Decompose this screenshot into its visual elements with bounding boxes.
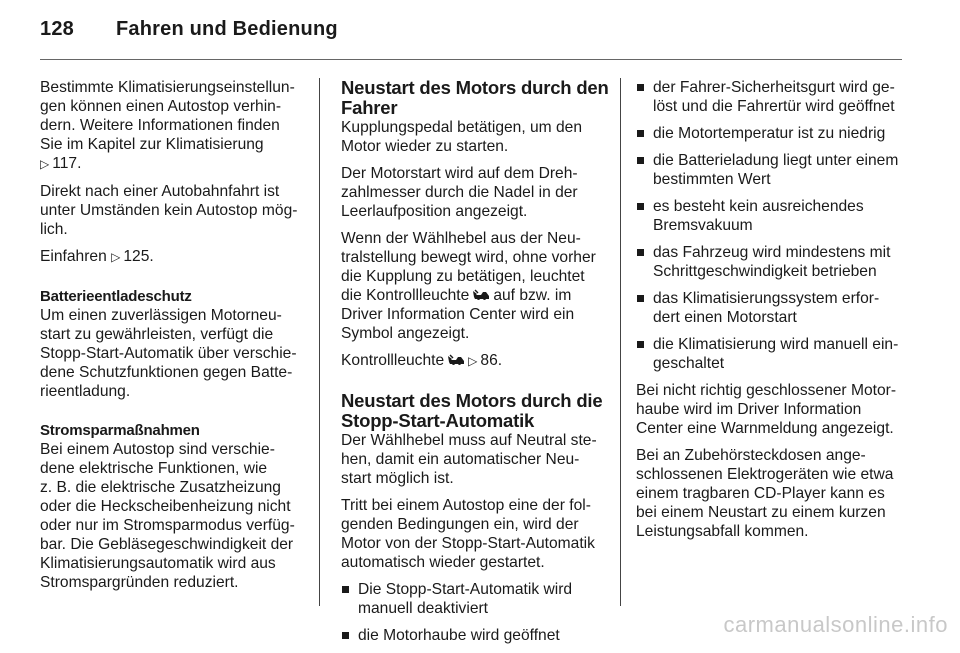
bullet-square-icon xyxy=(637,157,644,164)
autostop-car-icon xyxy=(447,353,465,367)
paragraph-selector-lever: Wenn der Wählhebel aus der Neu- tralstellung bewegt wird, ohne vorher die Kupplung zu betätigen, leuchtet die Kontrollleuchte auf bzw. im Driver Information Center wird ein Symbol angezeigt. xyxy=(341,230,596,342)
bullet-square-icon xyxy=(342,632,349,639)
page-reference-link[interactable]: 117. xyxy=(52,155,82,172)
paragraph-highway: Direkt nach einer Autobahnfahrt ist unter Umständen kein Autostop mög- lich. xyxy=(40,183,298,238)
list-item: es besteht kein ausreichendes Bremsvakuum xyxy=(636,197,904,235)
list-item: das Fahrzeug wird mindestens mit Schrittgeschwindigkeit betrieben xyxy=(636,243,904,281)
section-battery: Batterieentladeschutz Um einen zuverlässigen Motorneu- start zu gewährleisten, verfügt die Stopp-Start-Automatik über verschie- dene Schutzfunktionen gegen Batte- rieentladung. xyxy=(40,287,304,401)
heading-restart-by-driver: Neustart des Motors durch den Fahrer xyxy=(341,77,609,118)
autostop-car-icon xyxy=(472,288,490,302)
bullet-square-icon xyxy=(637,341,644,348)
list-item: der Fahrer-Sicherheitsgurt wird ge- löst und die Fahrertür wird geöffnet xyxy=(636,78,904,116)
list-item: das Klimatisierungssystem erfor- dert einen Motorstart xyxy=(636,289,904,327)
paragraph-clutch: Kupplungspedal betätigen, um den Motor wieder zu starten. xyxy=(341,119,583,155)
list-item: die Motorhaube wird geöffnet xyxy=(341,626,605,645)
section-energy-saving: Stromsparmaßnahmen Bei einem Autostop sind verschie- dene elektrische Funktionen, wie z. B. die elektrische Zusatzheizung oder die Heckscheibenheizung nicht oder nur im Stromsparmodus verfüg- bar. Die Gebläsegeschwindigkeit der Klimatisierungsautomatik wird aus Stromspargründen reduziert. xyxy=(40,421,304,592)
paragraph-conditions: Tritt bei einem Autostop eine der fol- genden Bedingungen ein, wird der Motor von der Stopp-Start-Automatik automatisch wieder gestartet. xyxy=(341,497,595,571)
bullet-square-icon xyxy=(637,295,644,302)
paragraph-indicator-ref: Kontrollleuchte ▷ 86. xyxy=(341,352,503,369)
paragraph-tachometer: Der Motorstart wird auf dem Dreh- zahlmesser durch die Nadel in der Leerlaufposition angezeigt. xyxy=(341,165,578,220)
paragraph-breakin: Einfahren ▷ 125. xyxy=(40,248,154,265)
list-item: die Motortemperatur ist zu niedrig xyxy=(636,124,904,143)
reference-arrow-icon: ▷ xyxy=(111,250,121,264)
column-divider-1 xyxy=(319,78,320,606)
bullet-square-icon xyxy=(637,249,644,256)
page-reference-link[interactable]: 86. xyxy=(480,352,503,369)
column-3 xyxy=(636,78,904,549)
bullet-square-icon xyxy=(637,130,644,137)
page-number: 128 xyxy=(40,18,74,40)
column-2 xyxy=(341,77,609,653)
heading-restart-by-autostop: Neustart des Motors durch die Stopp-Start-Automatik xyxy=(341,390,603,431)
reference-arrow-icon: ▷ xyxy=(468,354,478,368)
reference-arrow-icon: ▷ xyxy=(40,157,50,171)
subheading-energy: Stromsparmaßnahmen xyxy=(40,422,200,439)
list-item: Die Stopp-Start-Automatik wird manuell deaktiviert xyxy=(341,580,605,618)
paragraph-hood-warning: Bei nicht richtig geschlossener Motor- haube wird im Driver Information Center eine Warnmeldung angezeigt. xyxy=(636,382,897,437)
page-header xyxy=(0,0,960,60)
list-item: die Klimatisierung wird manuell ein- geschaltet xyxy=(636,335,904,373)
bullet-square-icon xyxy=(637,84,644,91)
subheading-battery: Batterieentladeschutz xyxy=(40,288,192,305)
column-divider-2 xyxy=(620,78,621,606)
paragraph-accessory-sockets: Bei an Zubehörsteckdosen ange- schlossenen Elektrogeräten wie etwa einem tragbaren CD-Player kann es bei einem Neustart zu einem kurzen Leistungsabfall kommen. xyxy=(636,447,894,540)
bullet-square-icon xyxy=(637,203,644,210)
paragraph-neutral: Der Wählhebel muss auf Neutral ste- hen, damit ein automatischer Neu- start möglich ist. xyxy=(341,432,597,487)
paragraph-climate: Bestimmte Klimatisierungseinstellun- gen können einen Autostop verhin- dern. Weitere Informationen finden Sie im Kapitel zur Klimatisierung ▷ 117. xyxy=(40,79,295,172)
bullet-square-icon xyxy=(342,586,349,593)
page-title: Fahren und Bedienung xyxy=(116,18,338,40)
column-1 xyxy=(40,78,304,600)
page-reference-link[interactable]: 125. xyxy=(123,248,154,265)
list-item: die Batterieladung liegt unter einem bestimmten Wert xyxy=(636,151,904,189)
watermark: carmanualsonline.info xyxy=(723,612,948,637)
header-rule xyxy=(40,59,902,60)
